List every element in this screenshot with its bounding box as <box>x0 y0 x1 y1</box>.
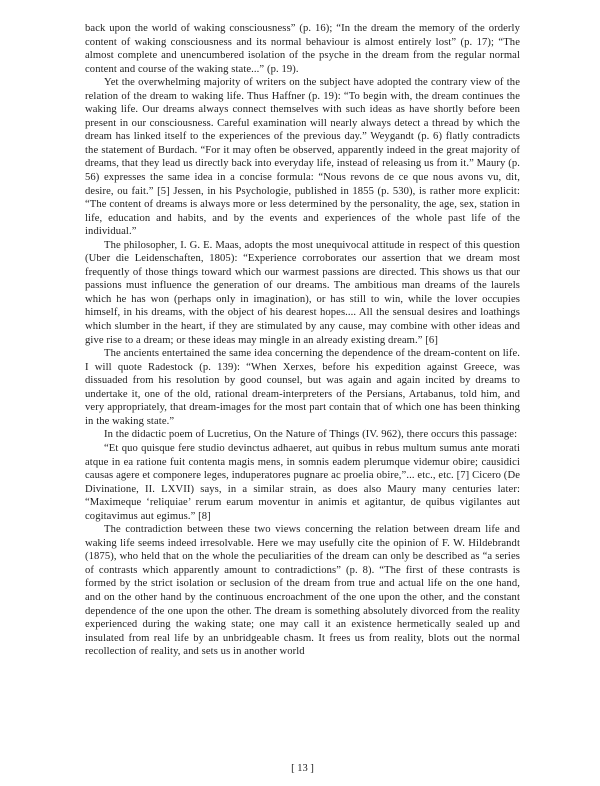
paragraph: The ancients entertained the same idea concerning the dependence of the dream-content on life. I will quote Radestock (p. 139): “When Xerxes, before his expedition against Greece, was dissuaded from his resolution by good counsel, but was again and again incited by dreams to undertake it, one of the old, rational dream-interpreters of the Persians, Artabanus, told him, and very appropriately, that dream-images for the most part contain that of which one has been thinking in the waking state.” <box>85 348 520 427</box>
paragraph: The philosopher, I. G. E. Maas, adopts the most unequivocal attitude in respect of this question (Uber die Leidenschaften, 1805): “Experience corroborates our assertion that we dream most frequently of those things toward which our warmest passions are directed. This shows us that our passions must influence the generation of our dreams. The ambitious man dreams of the laurels which he has won (perhaps only in imagination), or has still to win, while the lover occupies himself, in his dreams, with the object of his dearest hopes.... All the sensual desires and loathings which slumber in the heart, if they are stimulated by any cause, may combine with other ideas and give rise to a dream; or these ideas may mingle in an already existing dream.” [6] <box>85 239 520 346</box>
paragraph: In the didactic poem of Lucretius, On the Nature of Things (IV. 962), there occurs this passage: <box>104 429 518 441</box>
paragraph-quote-latin: “Et quo quisque fere studio devinctus adhaeret, aut quibus in rebus multum sumus ante morati atque in ea ratione fuit contenta magis mens, in somnis eadem plerumque videmur obire; causidici causas agere et componere leges, induperatores pugnare ac proelia obire,”... etc., etc. [7] Cicero (De Divinatione, II. LXVII) says, in a similar strain, as does also Maury many centuries later: “Maximeque ‘reliquiae’ rerum earum moventur in animis et agitantur, de quibus vigilantes aut cogitavimus aut egimus.” [8] <box>85 442 520 522</box>
page-number: [ 13 ] <box>291 763 314 775</box>
paragraph: The contradiction between these two views concerning the relation between dream life and waking life seems indeed irresolvable. Here we may usefully cite the opinion of F. W. Hildebrandt (1875), who held that on the whole the peculiarities of the dream can only be described as “a series of contrasts which apparently amount to contradictions” (p. 8). “The first of these contrasts is formed by the strict isolation or seclusion of the dream from true and actual life on the one hand, and on the other hand by the continuous encroachment of the one upon the other, and the constant dependence of the one upon the other. The dream is something absolutely divorced from the reality experienced during the waking state; one may call it an existence hermetically sealed up and insulated from real life by an unbridgeable chasm. It frees us from reality, blots out the normal recollection of reality, and sets us in another world <box>85 524 520 658</box>
paragraph-continuation: back upon the world of waking consciousness” (p. 16); “In the dream the memory of the orderly content of waking consciousness and its normal behaviour is almost entirely lost” (p. 17); “The almost complete and unencumbered isolation of the psyche in the dream from the regular normal content and course of the waking state...” (p. 19). <box>85 23 520 75</box>
page-text <box>85 22 520 659</box>
paragraph: Yet the overwhelming majority of writers on the subject have adopted the contrary view of the relation of the dream to waking life. Thus Haffner (p. 19): “To begin with, the dream continues the waking life. Our dreams always connect themselves with such ideas as have shortly before been present in our consciousness. Careful examination will nearly always detect a thread by which the dream has linked itself to the experiences of the previous day.” Weygandt (p. 6) flatly contradicts the statement of Burdach. “For it may often be observed, apparently indeed in the great majority of dreams, that they lead us directly back into everyday life, instead of releasing us from it.” Maury (p. 56) expresses the same idea in a concise formula: “Nous revons de ce que nous avons vu, dit, desire, ou fait.” [5] Jessen, in his Psychologie, published in 1855 (p. 530), is rather more explicit: “The content of dreams is always more or less determined by the personality, the age, sex, station in life, education and habits, and by the events and experiences of the whole past life of the individual.” <box>85 77 520 238</box>
